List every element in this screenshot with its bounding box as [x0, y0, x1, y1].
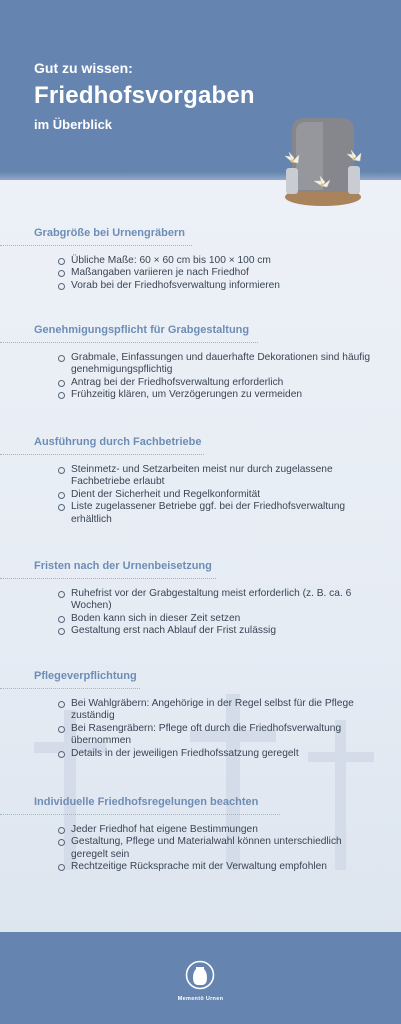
list-item: Boden kann sich in dieser Zeit setzen	[58, 613, 376, 625]
section-title: Grabgröße bei Urnengräbern	[34, 227, 185, 239]
list-item: Liste zugelassener Betriebe ggf. bei der Friedhofsverwaltung erhältlich	[58, 501, 376, 526]
footer-banner	[0, 932, 401, 1024]
section-divider	[0, 454, 204, 455]
list-item: Vorab bei der Friedhofsverwaltung informieren	[58, 280, 376, 292]
section-title: Ausführung durch Fachbetriebe	[34, 436, 202, 448]
list-item: Jeder Friedhof hat eigene Bestimmungen	[58, 824, 376, 836]
page-subtitle: im Überblick	[34, 117, 113, 132]
section-title: Genehmigungspflicht für Grabgestaltung	[34, 324, 250, 336]
brand-name: Mementō Urnen	[177, 996, 224, 1002]
section-divider	[0, 342, 258, 343]
section-divider	[0, 688, 140, 689]
list-item: Bei Rasengräbern: Pflege oft durch die Friedhofsverwaltung übernommen	[58, 723, 376, 748]
list-item: Bei Wahlgräbern: Angehörige in der Regel selbst für die Pflege zuständig	[58, 698, 376, 723]
section-title: Individuelle Friedhofsregelungen beachten	[34, 796, 259, 808]
bullet-list	[58, 698, 376, 760]
header-kicker: Gut zu wissen:	[34, 60, 133, 76]
list-item: Steinmetz- und Setzarbeiten meist nur durch zugelassene Fachbetriebe erlaubt	[58, 464, 376, 489]
section-title: Pflegeverpflichtung	[34, 670, 137, 682]
bullet-list	[58, 352, 376, 402]
headstone-with-lilies-illustration	[278, 112, 368, 208]
bullet-list	[58, 255, 376, 292]
bullet-list	[58, 588, 376, 638]
list-item: Antrag bei der Friedhofsverwaltung erforderlich	[58, 377, 376, 389]
section-title: Fristen nach der Urnenbeisetzung	[34, 560, 212, 572]
list-item: Details in der jeweiligen Friedhofssatzung geregelt	[58, 748, 376, 760]
list-item: Übliche Maße: 60 × 60 cm bis 100 × 100 cm	[58, 255, 376, 267]
bullet-list	[58, 464, 376, 526]
page-title: Friedhofsvorgaben	[34, 82, 255, 109]
list-item: Gestaltung erst nach Ablauf der Frist zulässig	[58, 625, 376, 637]
list-item: Frühzeitig klären, um Verzögerungen zu vermeiden	[58, 389, 376, 401]
urn-icon	[185, 960, 215, 990]
list-item: Dient der Sicherheit und Regelkonformität	[58, 489, 376, 501]
list-item: Ruhefrist vor der Grabgestaltung meist erforderlich (z. B. ca. 6 Wochen)	[58, 588, 376, 613]
section-divider	[0, 578, 216, 579]
list-item: Maßangaben variieren je nach Friedhof	[58, 267, 376, 279]
section-divider	[0, 814, 280, 815]
list-item: Gestaltung, Pflege und Materialwahl können unterschiedlich geregelt sein	[58, 836, 376, 861]
section-divider	[0, 245, 192, 246]
list-item: Rechtzeitige Rücksprache mit der Verwaltung empfohlen	[58, 861, 376, 873]
bullet-list	[58, 824, 376, 874]
list-item: Grabmale, Einfassungen und dauerhafte Dekorationen sind häufig genehmigungspflichtig	[58, 352, 376, 377]
